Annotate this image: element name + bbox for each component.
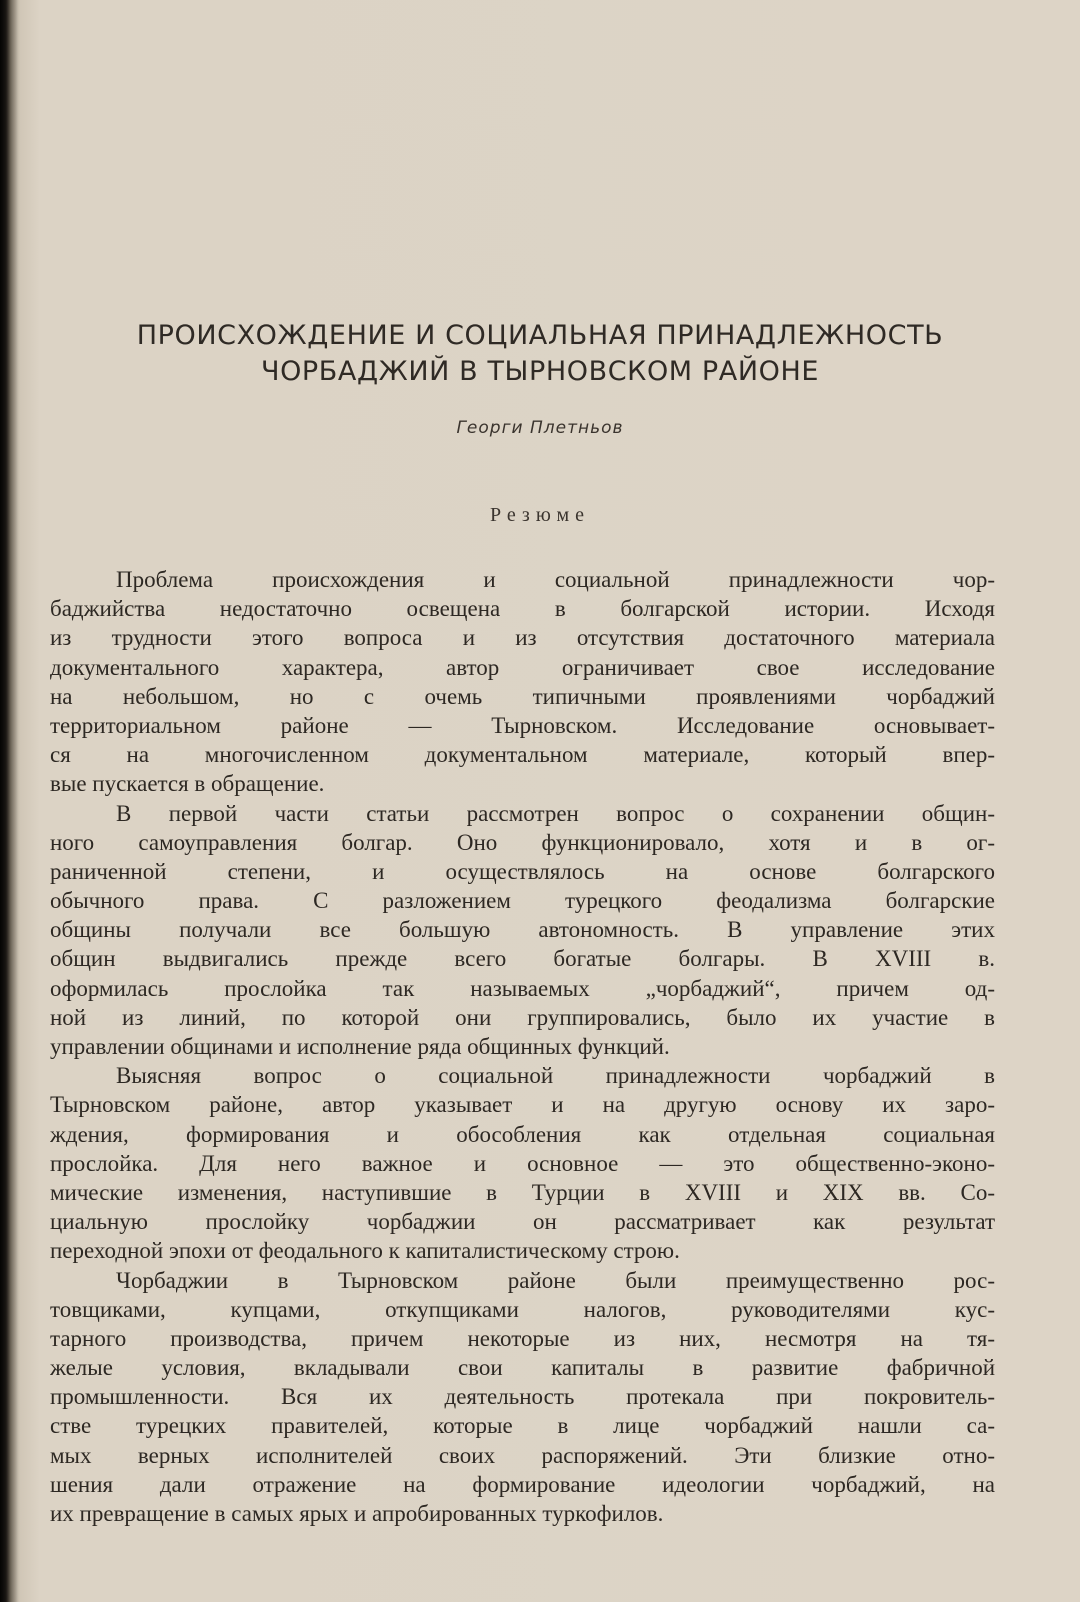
title-line-2: ЧОРБАДЖИЙ В ТЫРНОВСКОМ РАЙОНЕ [260,356,820,387]
text-line: переходной эпохи от феодального к капиталистическому строю. [50,1238,680,1264]
text-line: ждения, формирования и обособления как отдельная социальная [50,1121,995,1147]
text-line: территориальном районе — Тырновском. Исследование основывает- [50,712,995,738]
text-line: из трудности этого вопроса и из отсутствия достаточного материала [50,625,995,651]
text-line: шения дали отражение на формирование идеологии чорбаджий, на [50,1471,995,1497]
text-line: циальную прослойку чорбаджии он рассматривает как результат [50,1209,995,1235]
text-line: Тырновском районе, автор указывает и на другую основу их заро- [50,1092,995,1118]
text-line: документального характера, автор ограничивает свое исследование [50,654,995,680]
text-line: мические изменения, наступившие в Турции в XVIII и XIX вв. Со- [50,1179,995,1205]
text-line: на небольшом, но с очемь типичными проявлениями чорбаджий [50,683,995,709]
text-line: ного самоуправления болгар. Оно функционировало, хотя и в ог- [50,829,995,855]
text-line: вые пускается в обращение. [50,771,325,797]
text-line: общины получали все большую автономность. В управление этих [50,917,995,943]
article-title [40,318,1040,390]
author-name: Георги Плетньов [456,418,624,438]
text-line: оформилась прослойка так называемых „чорбаджий“, причем од- [50,975,995,1001]
summary-body [50,565,995,1528]
text-line: В первой части статьи рассмотрен вопрос о сохранении общин- [116,800,995,826]
text-line: управлении общинами и исполнение ряда общинных функций. [50,1034,670,1059]
section-heading-summary: Резюме [489,504,591,526]
book-spine-shadow [0,0,20,1602]
text-line: тарного производства, причем некоторые из них, несмотря на тя- [50,1325,995,1351]
text-line: товщиками, купцами, откупщиками налогов, руководителями кус- [50,1296,995,1322]
text-line: промышленности. Вся их деятельность протекала при покровитель- [50,1384,995,1410]
text-line: раниченной степени, и осуществлялось на основе болгарского [50,858,995,884]
text-line: желые условия, вкладывали свои капиталы в развитие фабричной [50,1355,995,1381]
text-line: ся на многочисленном документальном материале, который впер- [50,742,995,768]
text-line: мых верных исполнителей своих распоряжений. Эти близкие отно- [50,1442,995,1468]
text-line: их превращение в самых ярых и апробированных туркофилов. [50,1501,664,1526]
text-line: Чорбаджии в Тырновском районе были преимущественно рос- [116,1267,995,1293]
title-line-1: ПРОИСХОЖДЕНИЕ И СОЦИАЛЬНАЯ ПРИНАДЛЕЖНОСТЬ [136,320,944,351]
text-line: стве турецких правителей, которые в лице чорбаджий нашли са- [50,1413,995,1439]
text-line: обычного права. С разложением турецкого феодализма болгарские [50,888,995,914]
text-line: Проблема происхождения и социальной принадлежности чор- [116,567,995,592]
text-line: общин выдвигались прежде всего богатые болгары. В XVIII в. [50,946,995,972]
text-line: ной из линий, по которой они группировались, было их участие в [50,1004,995,1030]
text-line: баджийства недостаточно освещена в болгарской истории. Исходя [50,596,995,622]
text-line: Выясняя вопрос о социальной принадлежности чорбаджий в [116,1063,995,1089]
text-line: прослойка. Для него важное и основное — это общественно-эконо- [50,1150,995,1176]
